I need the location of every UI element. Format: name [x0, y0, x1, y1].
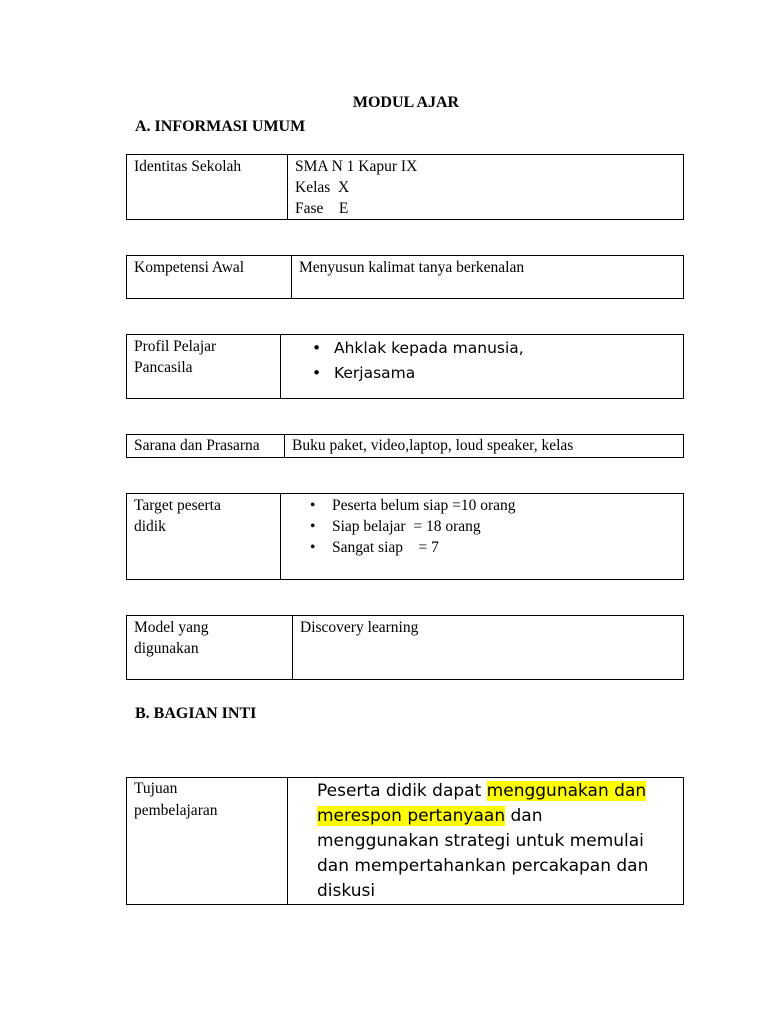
- target-value: [281, 494, 684, 580]
- tujuan-value: [288, 778, 684, 905]
- kompetensi-label: Kompetensi Awal: [127, 256, 292, 299]
- sarana-table: [126, 434, 684, 458]
- sarana-value: Buku paket, video,laptop, loud speaker, kelas: [285, 435, 684, 458]
- kompetensi-table: [126, 255, 684, 299]
- identitas-table: [126, 154, 684, 220]
- tujuan-text: Peserta didik dapat menggunakan dan merespon pertanyaan dan menggunakan strategi untuk memulai dan mempertahankan percakapan dan diskusi: [317, 781, 649, 901]
- model-table: [126, 615, 684, 680]
- kelas-line: Kelas X: [295, 179, 350, 196]
- profil-label: Profil Pelajar Pancasila: [127, 335, 281, 399]
- profil-table: [126, 334, 684, 399]
- target-table: [126, 493, 684, 580]
- list-item: • Siap belajar = 18 orang: [332, 516, 676, 537]
- model-label: Model yang digunakan: [127, 616, 293, 680]
- section-b-heading: B. BAGIAN INTI: [135, 705, 257, 722]
- identitas-value: [288, 155, 684, 220]
- tujuan-table: [126, 777, 684, 905]
- kompetensi-value: Menyusun kalimat tanya berkenalan: [292, 256, 684, 299]
- list-item: • Peserta belum siap =10 orang: [332, 495, 676, 516]
- identitas-label: Identitas Sekolah: [127, 155, 288, 220]
- target-list: [288, 495, 676, 558]
- list-item: • Sangat siap = 7: [332, 537, 676, 558]
- highlight-text: merespon pertanyaan: [317, 806, 506, 826]
- tujuan-label: Tujuan pembelajaran: [127, 778, 288, 905]
- section-a-heading: A. INFORMASI UMUM: [135, 118, 306, 135]
- list-item: • Kerjasama: [334, 361, 676, 386]
- school-name: SMA N 1 Kapur IX: [295, 158, 418, 175]
- target-label: Target peserta didik: [127, 494, 281, 580]
- sarana-label: Sarana dan Prasarna: [127, 435, 285, 458]
- page-title: MODUL AJAR: [352, 94, 460, 111]
- highlight-text: menggunakan dan: [486, 781, 647, 801]
- profil-list: [288, 336, 676, 386]
- list-item: • Ahklak kepada manusia,: [334, 336, 676, 361]
- model-value: Discovery learning: [293, 616, 684, 680]
- profil-value: [281, 335, 684, 399]
- fase-line: Fase E: [295, 200, 349, 217]
